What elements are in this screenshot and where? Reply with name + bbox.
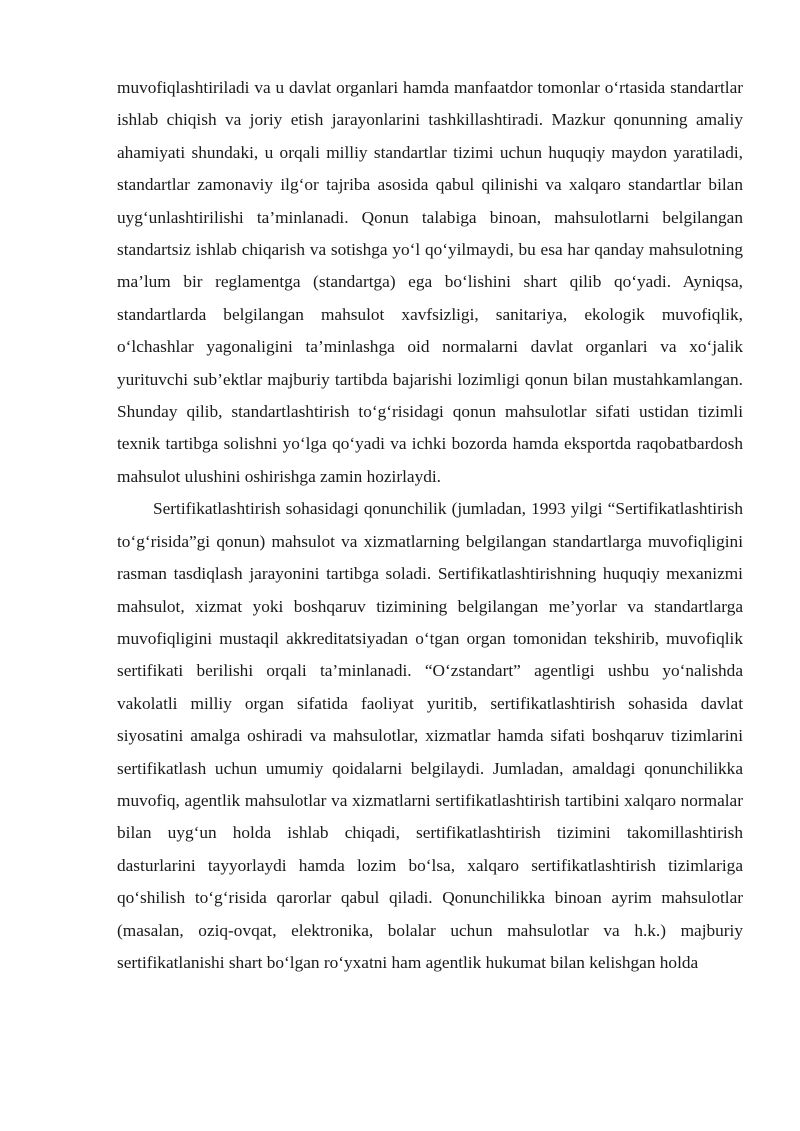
paragraph-standardization-law: muvofiqlashtiriladi va u davlat organlari hamda manfaatdor tomonlar o‘rtasida standartlar ishlab chiqish va joriy etish jarayonlarini tashkillashtiradi. Mazkur qonunning amaliy ahamiyati shundaki, u orqali milliy standartlar tizimi uchun huquqiy maydon yaratiladi, standartlar zamonaviy ilg‘or tajriba asosida qabul qilinishi va xalqaro standartlar bilan uyg‘unlashtirilishi ta’minlanadi. Qonun talabiga binoan, mahsulotlarni belgilangan standartsiz ishlab chiqarish va sotishga yo‘l qo‘yilmaydi, bu esa har qanday mahsulotning ma’lum bir reglamentga (standartga) ega bo‘lishini shart qilib qo‘yadi. Ayniqsa, standartlarda belgilangan mahsulot xavfsizligi, sanitariya, ekologik muvofiqlik, o‘lchashlar yagonaligini ta’minlashga oid normalarni davlat organlari va xo‘jalik yurituvchi sub’ektlar majburiy tartibda bajarishi lozimligi qonun bilan mustahkamlangan. Shunday qilib, standartlashtirish to‘g‘risidagi qonun mahsulotlar sifati ustidan tizimli texnik tartibga solishni yo‘lga qo‘yadi va ichki bozorda hamda eksportda raqobatbardosh mahsulot ulushini oshirishga zamin hozirlaydi.: [117, 78, 743, 486]
paragraph-certification-law: Sertifikatlashtirish sohasidagi qonunchilik (jumladan, 1993 yilgi “Sertifikatlashtirish to‘g‘risida”gi qonun) mahsulot va xizmatlarning belgilangan standartlarga muvofiqligini rasman tasdiqlash jarayonini tartibga soladi. Sertifikatlashtirishning huquqiy mexanizmi mahsulot, xizmat yoki boshqaruv tizimining belgilangan me’yorlar va standartlarga muvofiqligini mustaqil akkreditatsiyadan o‘tgan organ tomonidan tekshirib, muvofiqlik sertifikati berilishi orqali ta’minlanadi. “O‘zstandart” agentligi ushbu yo‘nalishda vakolatli milliy organ sifatida faoliyat yuritib, sertifikatlashtirish sohasida davlat siyosatini amalga oshiradi va mahsulotlar, xizmatlar hamda sifati boshqaruv tizimlarini sertifikatlash uchun umumiy qoidalarni belgilaydi. Jumladan, amaldagi qonunchilikka muvofiq, agentlik mahsulotlar va xizmatlarni sertifikatlashtirish tartibini xalqaro normalar bilan uyg‘un holda ishlab chiqadi, sertifikatlashtirish tizimini takomillashtirish dasturlarini tayyorlaydi hamda lozim bo‘lsa, xalqaro sertifikatlashtirish tizimlariga qo‘shilish to‘g‘risida qarorlar qabul qiladi. Qonunchilikka binoan ayrim mahsulotlar (masalan, oziq-ovqat, elektronika, bolalar uchun mahsulotlar va h.k.) majburiy sertifikatlanishi shart bo‘lgan ro‘yxatni ham agentlik hukumat bilan kelishgan holda: [117, 499, 743, 972]
document-page: [117, 72, 743, 979]
